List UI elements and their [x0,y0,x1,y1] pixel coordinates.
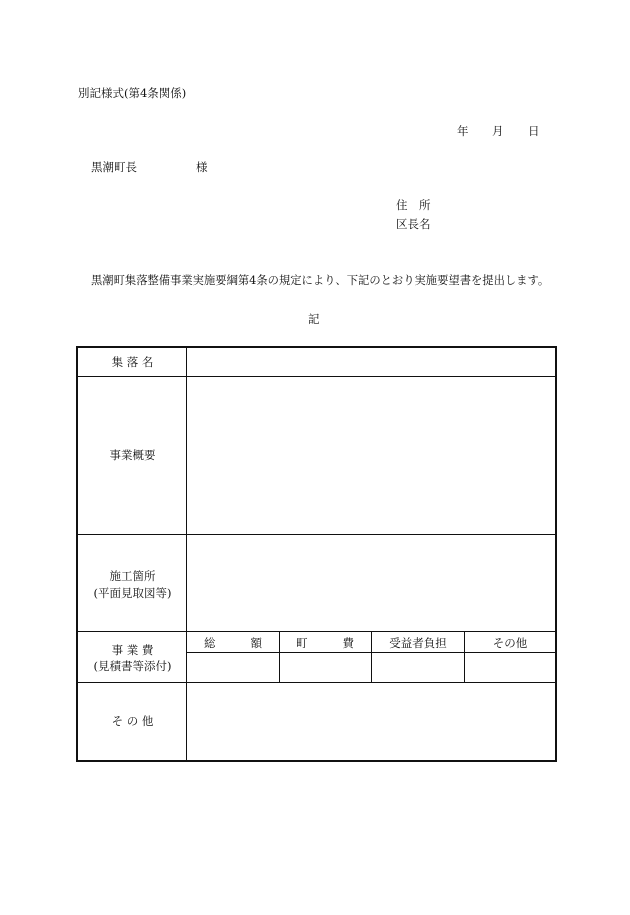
settlement-name-field[interactable] [187,348,555,376]
total-cost-field[interactable] [187,653,279,682]
project-summary-field[interactable] [187,377,555,534]
form-number-label: 別記様式(第4条関係) [78,86,187,100]
cost-header-beneficiary: 受益者負担 [389,636,447,650]
date-day-label: 日 [528,124,540,138]
addressee-name: 黒潮町長 [91,160,137,174]
date-year-label: 年 [457,124,469,138]
estimate-attached-sub-label: (見積書等添付) [93,659,172,673]
cost-header-town-char2: 費 [342,636,354,650]
beneficiary-cost-field[interactable] [372,653,464,682]
settlement-name-label: 集 落 名 [111,355,154,369]
other-cost-field[interactable] [465,653,555,682]
floor-plan-sub-label: (平面見取図等) [93,586,172,600]
addressee-honorific: 様 [196,160,208,174]
district-leader-label: 区長名 [396,217,431,231]
construction-site-field[interactable] [187,535,555,631]
request-form-table [76,346,557,762]
cost-header-other: その他 [492,636,528,650]
other-row-label: そ の 他 [111,714,154,728]
ki-heading: 記 [308,312,320,326]
cost-header-town-char1: 町 [296,636,308,650]
date-month-label: 月 [492,124,504,138]
address-label: 住 所 [396,198,431,212]
town-cost-field[interactable] [280,653,371,682]
other-notes-field[interactable] [187,683,555,760]
cost-header-total-char2: 額 [250,636,262,650]
cost-header-total-char1: 総 [204,636,216,650]
construction-site-label: 施工箇所 [109,569,156,583]
cost-header-total [204,636,262,650]
submission-statement: 黒潮町集落整備事業実施要綱第4条の規定により、下記のとおり実施要望書を提出します。 [91,274,550,287]
cost-header-town [296,636,354,650]
project-cost-label: 事 業 費 [111,643,154,657]
row-divider [78,631,555,632]
project-summary-label: 事業概要 [109,448,156,462]
